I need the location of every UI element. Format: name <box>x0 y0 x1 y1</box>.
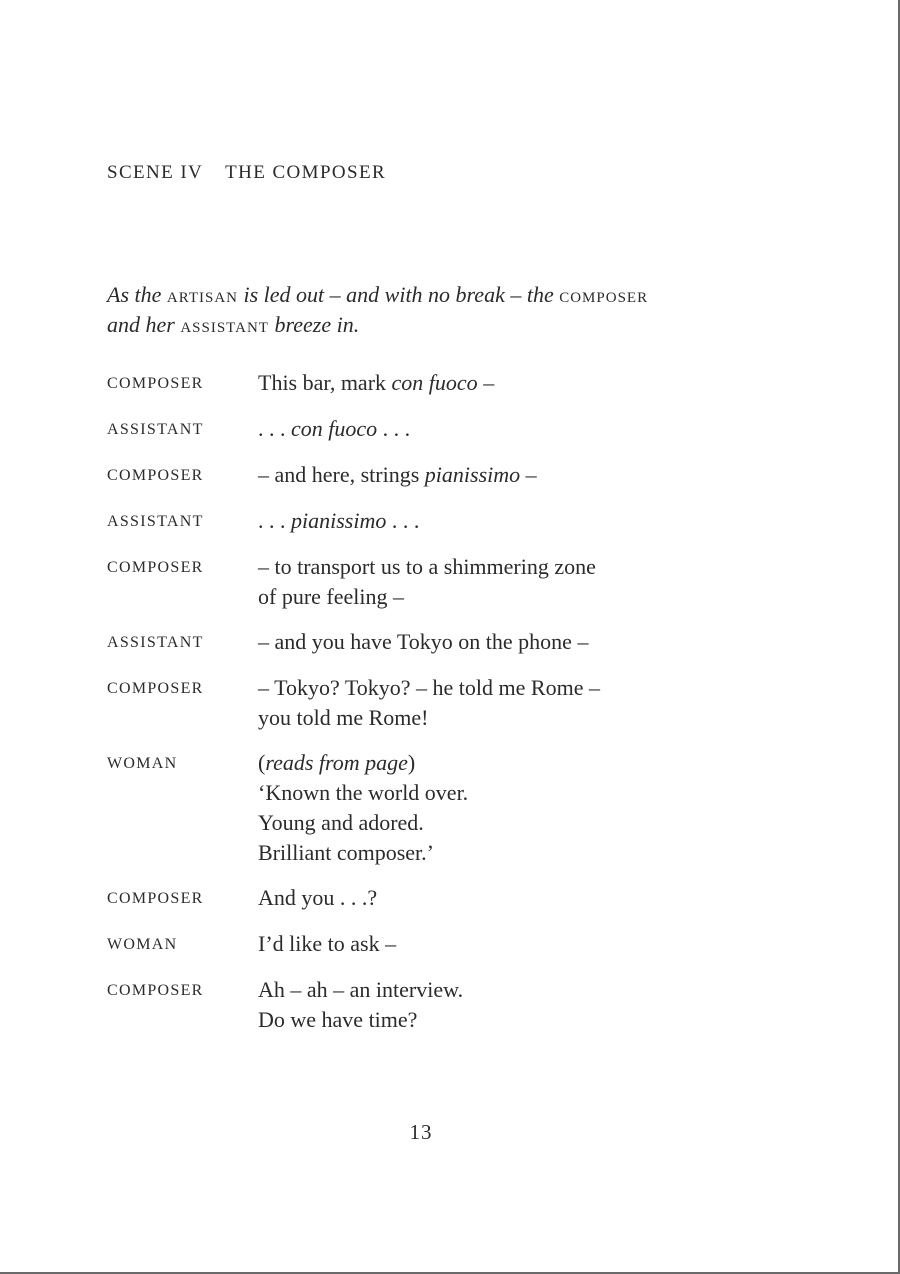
dialogue-row <box>107 460 807 491</box>
dialogue-row <box>107 975 807 1035</box>
stage-character-assistant: assistant <box>180 312 269 337</box>
spoken-lines <box>258 368 807 399</box>
speaker-name: ASSISTANT <box>107 513 204 530</box>
line: – to transport us to a shimmering zone <box>258 554 596 579</box>
speaker-name: COMPOSER <box>107 890 204 907</box>
speaker-name: COMPOSER <box>107 982 204 999</box>
line: Young and adored. <box>258 810 424 835</box>
speaker-name: COMPOSER <box>107 680 204 697</box>
speaker-name: COMPOSER <box>107 559 204 576</box>
dialogue-row <box>107 883 807 914</box>
spoken-lines <box>258 627 807 658</box>
dialogue-row <box>107 748 807 868</box>
line: you told me Rome! <box>258 705 429 730</box>
spoken-lines <box>258 673 807 733</box>
spoken-lines <box>258 929 807 960</box>
page-number: 13 <box>409 1120 433 1144</box>
scene-title: THE COMPOSER <box>225 162 387 183</box>
dialogue-row <box>107 929 807 960</box>
spoken-lines <box>258 975 807 1035</box>
line: – and you have Tokyo on the phone – <box>258 629 589 654</box>
dialogue-row <box>107 368 807 399</box>
spoken-lines <box>258 506 807 537</box>
line: And you . . .? <box>258 885 378 910</box>
line: Do we have time? <box>258 1007 418 1032</box>
dialogue-list <box>107 368 807 1050</box>
line: ‘Known the world over. <box>258 780 469 805</box>
line: of pure feeling – <box>258 584 404 609</box>
dialogue-row <box>107 673 807 733</box>
line: (reads from page) <box>258 750 416 775</box>
stage-text: is led out – and with no break – the <box>243 282 554 307</box>
spoken-lines <box>258 883 807 914</box>
stage-character-composer: composer <box>559 282 649 307</box>
stage-character-artisan: artisan <box>166 282 238 307</box>
scene-number: SCENE IV <box>107 162 204 183</box>
line: – Tokyo? Tokyo? – he told me Rome – <box>258 675 600 700</box>
stage-text: As the <box>107 282 162 307</box>
spoken-lines <box>258 414 807 445</box>
dialogue-row <box>107 414 807 445</box>
line: Ah – ah – an interview. <box>258 977 464 1002</box>
line: . . . con fuoco . . . <box>258 416 411 441</box>
line: This bar, mark con fuoco – <box>258 370 495 395</box>
spoken-lines <box>258 460 807 491</box>
dialogue-row <box>107 552 807 612</box>
speaker-name: COMPOSER <box>107 467 204 484</box>
stage-text: breeze in. <box>274 312 360 337</box>
line: . . . pianissimo . . . <box>258 508 420 533</box>
stage-direction <box>107 280 767 340</box>
speaker-name: ASSISTANT <box>107 634 204 651</box>
speaker-name: WOMAN <box>107 755 178 772</box>
spoken-lines <box>258 748 807 868</box>
speaker-name: COMPOSER <box>107 375 204 392</box>
speaker-name: ASSISTANT <box>107 421 204 438</box>
stage-text: and her <box>107 312 175 337</box>
speaker-name: WOMAN <box>107 936 178 953</box>
dialogue-row <box>107 627 807 658</box>
dialogue-row <box>107 506 807 537</box>
line: – and here, strings pianissimo – <box>258 462 537 487</box>
line: Brilliant composer.’ <box>258 840 434 865</box>
spoken-lines <box>258 552 807 612</box>
line: I’d like to ask – <box>258 931 397 956</box>
scene-heading <box>107 162 386 184</box>
